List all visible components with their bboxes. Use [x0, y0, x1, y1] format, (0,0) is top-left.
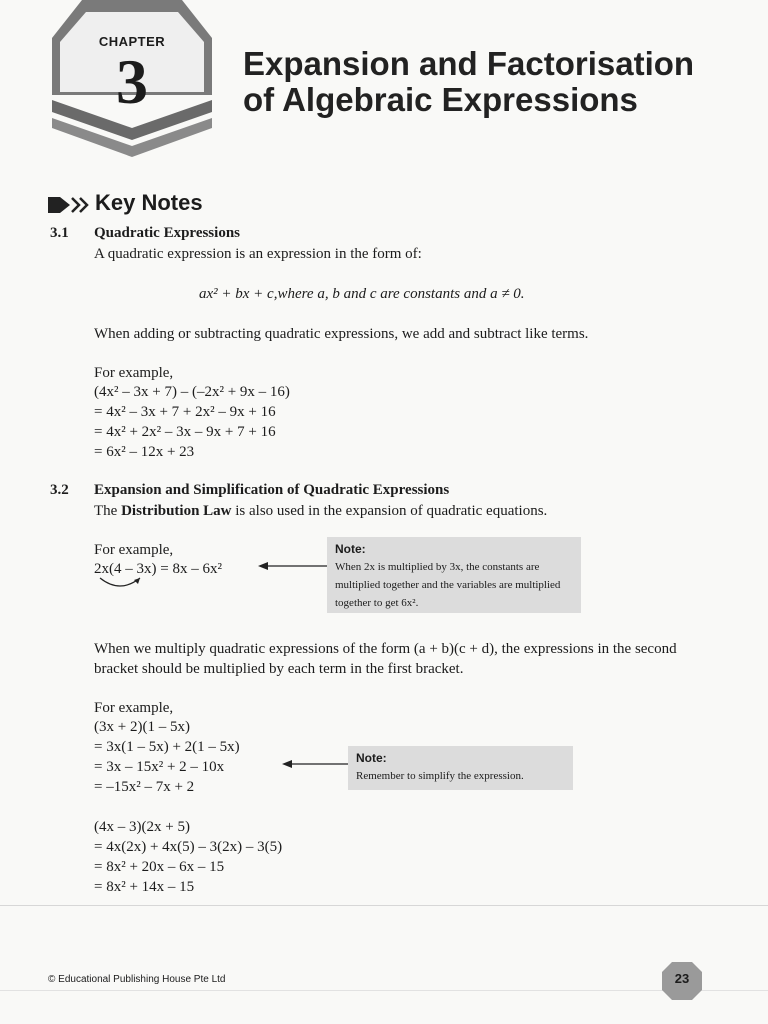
- example-line: = 3x(1 – 5x) + 2(1 – 5x): [94, 739, 240, 755]
- example-label: For example,: [94, 542, 174, 558]
- chapter-number: 3: [116, 46, 148, 117]
- law-text-pre: The: [94, 503, 122, 519]
- key-notes-title: Key Notes: [95, 190, 203, 215]
- key-notes-arrow-icon: [48, 195, 92, 215]
- note-title: Note:: [335, 542, 366, 556]
- section-3-1-intro: A quadratic expression is an expression in the form of:: [94, 246, 422, 262]
- example-line: (4x² – 3x + 7) – (–2x² + 9x – 16): [94, 384, 290, 400]
- footer-divider: [0, 905, 768, 906]
- publisher-credit: © Educational Publishing House Pte Ltd: [48, 974, 226, 985]
- example-line: = –15x² – 7x + 2: [94, 779, 195, 795]
- law-text-bold: Distribution Law: [121, 503, 232, 519]
- note-box: [348, 746, 573, 790]
- note-body: When 2x is multiplied by 3x, the constants are multiplied together and the variables are multiplied together to get 6x².: [335, 561, 561, 609]
- section-3-1-rule: When adding or subtracting quadratic expressions, we add and subtract like terms.: [94, 326, 589, 342]
- example-line: (3x + 2)(1 – 5x): [94, 719, 190, 735]
- section-3-1-heading: Quadratic Expressions: [94, 225, 240, 241]
- example-line: = 4x(2x) + 4x(5) – 3(2x) – 3(5): [94, 839, 283, 855]
- note-title: Note:: [356, 751, 387, 765]
- example-line: (4x – 3)(2x + 5): [94, 819, 190, 835]
- bracket-rule-paragraph: When we multiply quadratic expressions of the form (a + b)(c + d), the expressions in the second bracket should be multiplied by each term in the first bracket.: [94, 641, 677, 677]
- law-text-post: is also used in the expansion of quadratic equations.: [231, 503, 548, 519]
- arrow-left-icon: [258, 560, 330, 572]
- example-label: For example,: [94, 365, 174, 381]
- chapter-title: [243, 46, 694, 118]
- example-line: = 3x – 15x² + 2 – 10x: [94, 759, 225, 775]
- section-3-2-heading: Expansion and Simplification of Quadratic Expressions: [94, 482, 450, 498]
- example-line: = 8x² + 14x – 15: [94, 879, 195, 895]
- chapter-title-line-2: of Algebraic Expressions: [243, 81, 638, 118]
- example-line: = 6x² – 12x + 23: [94, 444, 195, 460]
- note-box: [327, 537, 581, 613]
- page-number: 23: [674, 971, 690, 986]
- example-line: 2x(4 – 3x) = 8x – 6x²: [94, 561, 222, 577]
- section-3-2-number: 3.2: [50, 482, 69, 498]
- example-line: = 4x² – 3x + 7 + 2x² – 9x + 16: [94, 404, 276, 420]
- chapter-label: CHAPTER: [98, 34, 166, 49]
- distribution-law-text: [94, 501, 547, 521]
- arrow-left-icon: [282, 758, 350, 770]
- note-body: Remember to simplify the expression.: [356, 770, 524, 782]
- example-line: = 4x² + 2x² – 3x – 9x + 7 + 16: [94, 424, 276, 440]
- multiply-curve-icon: [96, 576, 146, 592]
- footer-divider: [0, 990, 768, 991]
- chapter-title-line-1: Expansion and Factorisation: [243, 45, 695, 82]
- quadratic-formula: ax² + bx + c,where a, b and c are constants and a ≠ 0.: [199, 286, 525, 302]
- example-line: = 8x² + 20x – 6x – 15: [94, 859, 225, 875]
- example-label: For example,: [94, 700, 174, 716]
- section-3-1-number: 3.1: [50, 225, 69, 241]
